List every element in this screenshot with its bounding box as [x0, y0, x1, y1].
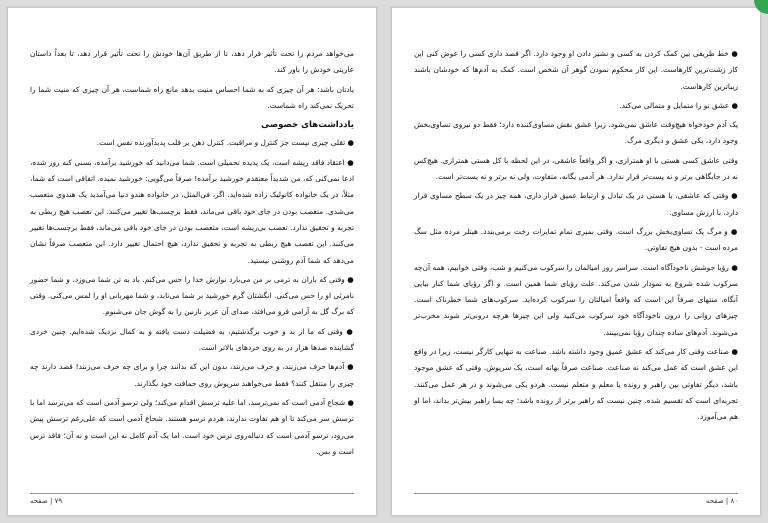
page-number: ۷۹ | صفحه	[30, 497, 63, 505]
bullet-paragraph: ● عشق نو را متمایل و متمالی می‌کند.	[619, 100, 738, 110]
bullet-paragraph: ● تقلی چیزی نیست جز کنترل و مراقبت. کنترل ذهن بر قلب پدیدآورنده نفس است.	[96, 138, 354, 148]
bullet-paragraph: ● و مرگ یک تساوی‌بخش بزرگ است. وقتی بمیری تمام تمایزات رخت برمی‌بندد. هیتلر مرده مثل سگ مرده است - بدون هیچ تفاوتی.	[414, 226, 738, 253]
book-page-left	[7, 7, 377, 516]
page-footer-left	[30, 493, 354, 505]
paragraph: یادتان باشد: هر آن چیزی که به شما احساس منیت بدهد مانع راه شماست، هر آن چیزی که منیت شما را تحریک نمی‌کند راه شماست.	[30, 84, 354, 110]
bullet-paragraph: ● شجاع آدمی است که نمی‌ترسد، اما علیه ترسش اقدام می‌کند؛ ولی ترسو آدمی است که می‌ترسد اما با ترسش سر می‌کند تا او هم تفاوت ندارند، هردم ترسو هستند. شجاع آدمی است که علی‌رغم ترسش پیش می‌رود، ترسو آدمی است که دنباله‌روی ترس خود است. اما یک آدم کامل نه این است و نه آن؛ فاقد ترس است و بس.	[30, 397, 354, 456]
page-content-right	[414, 46, 738, 429]
bullet-paragraph: ● وقتی که عاشقی، با هستی در یک تبادل و ارتباط عمیق قرار داری، همه چیز در یک سطح مساوی قرار دارد، با ارزش مساوی.	[414, 191, 738, 217]
bullet-paragraph: ● اعتقاد فاقد ریشه است، یک پدیده تحمیلی است. شما می‌دانید که خورشید برآمده، بسنی کنه روز شده، ادعا نمی‌کنی که، من شدیداً معتقدم خورشید برآمده! صرفاً می‌گویی: خورشید نمیده. اتفاقی است که شما، مثلاً، در یک خانواده کاتولیک زاده شده‌اید. اگر، فی‌المثل، در خانواده هندو دنیا می‌آمدید یک هندوی متعصب می‌شدی. متعصب بودن در جای خود باقی می‌ماند، فقط برچسب‌ها تغییر می‌کنند. این تعصب هیچ ربطی به تجربه و تحقیق ندارد. تعصب بی‌ریشه است، متعصب بودن در جای خود باقی می‌ماند، فقط برچسب‌ها تغییر می‌کنند. این تعصب هیچ ربطی به تجربه و تحقیق ندارد، هیچ احتمال تغییر دارد. این متعصب صرفاً نشان می‌دهد که شما آدم روشنی نیستید.	[30, 157, 354, 265]
bullet-paragraph: ● وقتی که باران به ترمی بر من می‌بارد نوازش خدا را حس می‌کنم. باد به تن شما می‌وزد، و شما حضور نامرئی او را حس می‌کنی. انگشتان گرم خورشید بر شما می‌تابد، و شما مهربانی او را لمس می‌کنی. وقتی که برگ گل به آرامی فرو می‌افتد، صدای آن عزیز نازنین را به گوش جان می‌شنوم.	[30, 274, 354, 317]
bullet-paragraph: ● آدم‌ها حرف می‌زنند، و حرف می‌زنند، بدون این که بدانند چرا و برای چه حرف می‌زنند! قصد دارند چه چیزی را منتقل کنند؟ فقط می‌خواهند سرپوش روی حماقت خود بگذارند.	[30, 362, 354, 388]
section-heading: یادداشت‌های خصوصی	[261, 120, 354, 131]
page-content-left	[30, 46, 354, 463]
paragraph: یک آدم خودخواه هیچ‌وقت عاشق نمی‌شود، زیرا عشق نقش مساوی‌کننده دارد؛ فقط دو نیروی تساوی‌بخش وجود دارد، یکی عشق و دیگری مرگ.	[414, 120, 738, 146]
page-footer-right	[414, 493, 738, 505]
bullet-paragraph: ● صناعت وقتی کار می‌کند که عشق عمیق وجود داشته باشد. صناعت به تنهایی کارگر نیست، زیرا در واقع این عشق است که عمل می‌کند نه صناعت. صناعت صرفاً بهانه است، یک سرپوش. وقتی که عشق موجود باشد، دیگر تفاوتی بین راهبر و رونده یا معلم و متعلم نیست. هردو یکی می‌شوند و در هر عمل می‌کنند. تجربه‌ای است که تقسیم شده. چنین نیست که راهبر برتر از رونده باشد؛ چه بسا راهبر بیش‌تر بداند، اما او هم می‌آموزد.	[414, 347, 738, 422]
book-page-right	[391, 7, 761, 516]
bullet-paragraph: ● خط ظریفی بین کمک کردن به کسی و نشیر دادن او وجود دارد. اگر قصد داری کسی را عوض کنی این کار زشت‌ترین کارهاست. این کار محکوم نمودن گوهر آن شخص است. کمک به آدم‌ها که خودشان باشند زیباترین کارهاست.	[414, 49, 738, 91]
paragraph: می‌خواهد مردم را تحت تأثیر قرار دهد، تا از طریق آن‌ها خودش را تحت تأثیر قرار دهد، تا بعداً داستان عاریتی خودش را باور کند.	[30, 49, 354, 75]
bullet-paragraph: ● رؤیا جوشش ناخودآگاه است. سراسر روز امیالمان را سرکوب می‌کنیم و شب، وقتی خوابیم، همه آن‌چه سرکوب شده شروع به نمودار شدن می‌کند. علت رؤیای شما همین است. و اگر رؤیای شما کنار بیایی آنگاه، منتهای صرفاً این است که واقعاً امیالتان را سرکوب کرده‌اید. سرکوب‌های شما خطرناک است. چیزهای روانی را درون ناخودآگاه خود سرکوب می‌کنید ولی این چیزها هرچه درونی‌تر شوند مخرب‌تر می‌شوند. آدم‌های ساده چندان رؤیا نمی‌بینند.	[414, 262, 738, 337]
paragraph: وقتی عاشق کسی هستی با او همترازی، و اگر واقعاً عاشقی، در این لحظه با کل هستی همترازی. هیچ‌کس نه در جایگاهی برتر و نه پست‌تر قرار ندارد. هر آدمی یگانه، متفاوت، ولی نه برتر و نه پست‌تر است.	[414, 155, 738, 182]
bullet-paragraph: ● وقتی که ما از بد و خوب برگذشتیم، به فضیلت دست یافته و به کمال نزدیک شده‌ایم. چنین خردی گشاینده صدها هزار در به روی خردهای بالاتر است.	[30, 326, 354, 353]
page-number: ۸۰ | صفحه	[705, 497, 738, 505]
